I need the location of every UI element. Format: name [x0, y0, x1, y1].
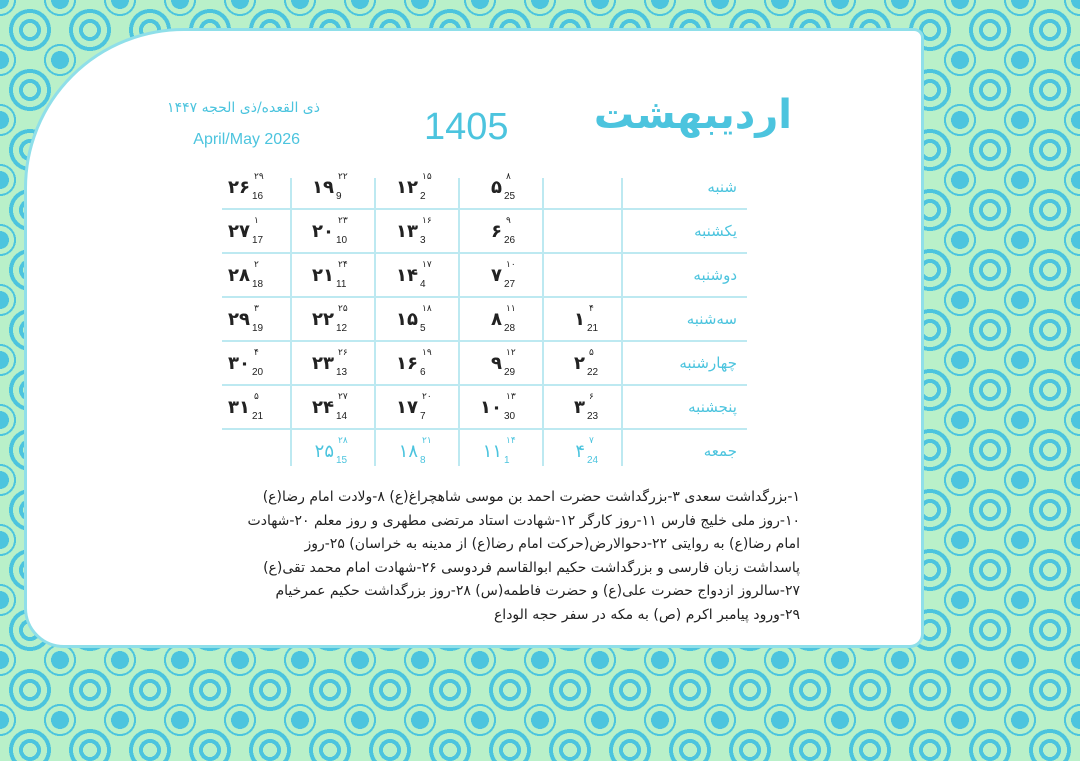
- gregorian-day-number: 27: [504, 279, 516, 290]
- persian-day-number: ۲۸: [228, 265, 250, 286]
- day-cell: [370, 172, 454, 221]
- gregorian-day-number: 21: [587, 323, 599, 334]
- day-cell: [454, 392, 538, 441]
- hijri-day-number: ۱۲: [506, 348, 516, 358]
- note-line: ۲۷-سالروز ازدواج حضرت علی(ع) و حضرت فاطمه(س) ۲۸-روز بزرگداشت حکیم عمرخیام: [275, 583, 800, 599]
- day-cell: [286, 260, 370, 309]
- day-cell: [454, 216, 538, 265]
- hijri-day-number: ۲۹: [254, 172, 264, 182]
- persian-day-number: ۱۵: [396, 309, 418, 330]
- hijri-day-number: ۸: [506, 172, 511, 182]
- hijri-day-number: ۱: [254, 216, 259, 226]
- gregorian-day-number: 8: [420, 455, 426, 466]
- note-line: ۱۰-روز ملی خلیج فارس ۱۱-روز کارگر ۱۲-شهادت استاد مرتضی مطهری و روز معلم ۲۰-شهادت: [247, 512, 800, 529]
- day-cell: [370, 348, 454, 397]
- gregorian-day-number: 16: [252, 191, 264, 202]
- persian-day-number: ۱۹: [312, 177, 334, 198]
- day-cell: [370, 304, 454, 353]
- gregorian-day-number: 25: [504, 191, 516, 202]
- persian-day-number: ۱۳: [396, 221, 418, 242]
- gregorian-day-number: 3: [420, 235, 426, 246]
- persian-day-number: ۳: [574, 397, 585, 418]
- persian-day-number: ۸: [491, 309, 502, 330]
- month-title: اردیبهشت: [593, 92, 792, 138]
- weekday-label: چهارشنبه: [679, 354, 737, 372]
- hijri-day-number: ۲۰: [422, 392, 432, 402]
- day-cell: [286, 436, 370, 485]
- day-cell: [286, 348, 370, 397]
- gregorian-day-number: 30: [504, 411, 516, 422]
- day-cell: [202, 392, 286, 441]
- persian-day-number: ۲۷: [228, 221, 250, 242]
- gregorian-day-number: 6: [420, 367, 426, 378]
- weekday-label: شنبه: [707, 178, 737, 196]
- gregorian-day-number: 28: [504, 323, 516, 334]
- note-line: پاسداشت زبان فارسی و بزرگداشت حکیم ابوالقاسم فردوسی ۲۶-شهادت امام محمد تقی(ع): [263, 559, 800, 576]
- day-cell: [202, 172, 286, 221]
- persian-day-number: ۱۸: [398, 441, 418, 462]
- gregorian-day-number: 10: [336, 235, 348, 246]
- note-line: ۲۹-ورود پیامبر اکرم (ص) به مکه در سفر حجه الوداع: [493, 606, 800, 623]
- hijri-day-number: ۱۵: [422, 172, 432, 182]
- day-cell: [202, 216, 286, 265]
- weekday-label: پنجشنبه: [688, 398, 737, 416]
- day-cell: [454, 348, 538, 397]
- gregorian-day-number: 17: [252, 235, 264, 246]
- weekday-label: یکشنبه: [694, 222, 737, 240]
- gregorian-day-number: 9: [336, 191, 342, 202]
- persian-day-number: ۱۶: [396, 353, 418, 374]
- weekday-label: دوشنبه: [693, 266, 737, 284]
- gregorian-day-number: 2: [420, 191, 426, 202]
- gregorian-day-number: 5: [420, 323, 426, 334]
- persian-day-number: ۴: [575, 441, 585, 462]
- gregorian-day-number: 22: [587, 367, 599, 378]
- persian-day-number: ۵: [491, 177, 502, 198]
- hijri-day-number: ۱۶: [422, 216, 432, 226]
- hijri-day-number: ۱۹: [422, 348, 432, 358]
- hijri-day-number: ۴: [589, 304, 594, 314]
- hijri-day-number: ۲۸: [338, 436, 348, 446]
- hijri-day-number: ۵: [254, 392, 259, 402]
- gregorian-day-number: 23: [587, 411, 599, 422]
- gregorian-day-number: 21: [252, 411, 264, 422]
- day-cell: [537, 348, 621, 397]
- day-cell: [202, 348, 286, 397]
- day-cell: [370, 436, 454, 485]
- day-cell: [537, 436, 621, 485]
- persian-day-number: ۲۳: [312, 353, 334, 374]
- gregorian-day-number: 1: [504, 455, 510, 466]
- hijri-month-title: ذی القعده/ذی الحجه ۱۴۴۷: [167, 100, 320, 116]
- day-cell: [454, 260, 538, 309]
- day-cell: [454, 304, 538, 353]
- day-cell: [286, 172, 370, 221]
- note-line: ۱-بزرگداشت سعدی ۳-بزرگداشت حضرت احمد بن موسی شاهچراغ(ع) ۸-ولادت امام رضا(ع): [262, 489, 800, 505]
- persian-day-number: ۲۹: [228, 309, 250, 330]
- note-line: امام رضا(ع) به روایتی ۲۲-دحوالارض(حرکت امام رضا(ع) از مدینه به خراسان) ۲۵-روز: [304, 536, 800, 552]
- persian-day-number: ۹: [491, 353, 502, 374]
- gregorian-day-number: 13: [336, 367, 348, 378]
- day-cell: [286, 216, 370, 265]
- day-cell: [370, 216, 454, 265]
- holiday-notes: [120, 486, 800, 627]
- gregorian-day-number: 11: [336, 279, 347, 290]
- weekday-label: سه‌شنبه: [686, 310, 737, 328]
- hijri-day-number: ۲۷: [338, 392, 348, 402]
- persian-day-number: ۶: [491, 221, 502, 242]
- gregorian-day-number: 18: [252, 279, 264, 290]
- hijri-day-number: ۲۲: [338, 172, 348, 182]
- weekday-label: جمعه: [703, 442, 737, 460]
- persian-day-number: ۳۱: [228, 397, 250, 418]
- gregorian-day-number: 15: [336, 455, 348, 466]
- column-divider: [621, 178, 623, 466]
- persian-day-number: ۱۲: [396, 177, 418, 198]
- persian-day-number: ۱۴: [396, 265, 418, 286]
- hijri-day-number: ۱۳: [506, 392, 516, 402]
- hijri-day-number: ۱۷: [422, 260, 432, 270]
- persian-day-number: ۲۴: [312, 397, 334, 418]
- persian-day-number: ۱: [574, 309, 585, 330]
- hijri-day-number: ۱۸: [422, 304, 432, 314]
- day-cell: [454, 172, 538, 221]
- gregorian-day-number: 29: [504, 367, 516, 378]
- persian-day-number: ۱۷: [396, 397, 418, 418]
- hijri-day-number: ۴: [254, 348, 259, 358]
- persian-day-number: ۷: [491, 265, 502, 286]
- year-title: 1405: [424, 106, 509, 148]
- gregorian-day-number: 20: [252, 367, 264, 378]
- hijri-day-number: ۲۴: [338, 260, 348, 270]
- gregorian-month-title: April/May 2026: [193, 131, 300, 148]
- gregorian-day-number: 26: [504, 235, 516, 246]
- day-cell: [537, 304, 621, 353]
- hijri-day-number: ۲۱: [422, 436, 432, 446]
- day-cell: [286, 392, 370, 441]
- persian-day-number: ۱۱: [482, 441, 502, 462]
- hijri-day-number: ۱۴: [506, 436, 516, 446]
- hijri-day-number: ۵: [589, 348, 594, 358]
- persian-day-number: ۲۱: [312, 265, 334, 286]
- hijri-day-number: ۶: [589, 392, 594, 402]
- day-cell: [202, 260, 286, 309]
- persian-day-number: ۲۵: [314, 441, 334, 462]
- gregorian-day-number: 4: [420, 279, 426, 290]
- persian-day-number: ۲۶: [228, 177, 250, 198]
- persian-day-number: ۲: [574, 353, 585, 374]
- gregorian-day-number: 24: [587, 455, 599, 466]
- day-cell: [454, 436, 538, 485]
- gregorian-day-number: 19: [252, 323, 264, 334]
- hijri-day-number: ۹: [506, 216, 511, 226]
- hijri-day-number: ۱۰: [506, 260, 516, 270]
- hijri-day-number: ۲۶: [338, 348, 348, 358]
- persian-day-number: ۲۲: [312, 309, 334, 330]
- gregorian-day-number: 12: [336, 323, 348, 334]
- hijri-day-number: ۲: [254, 260, 259, 270]
- hijri-day-number: ۳: [254, 304, 259, 314]
- persian-day-number: ۲۰: [312, 221, 334, 242]
- day-cell: [370, 260, 454, 309]
- persian-day-number: ۳۰: [228, 353, 250, 374]
- day-cell: [202, 304, 286, 353]
- day-cell: [286, 304, 370, 353]
- day-cell: [370, 392, 454, 441]
- hijri-day-number: ۲۳: [338, 216, 348, 226]
- hijri-day-number: ۱۱: [506, 304, 516, 314]
- day-cell: [537, 392, 621, 441]
- gregorian-day-number: 14: [336, 411, 348, 422]
- gregorian-day-number: 7: [420, 411, 426, 422]
- hijri-day-number: ۷: [589, 436, 594, 446]
- persian-day-number: ۱۰: [480, 397, 502, 418]
- hijri-day-number: ۲۵: [338, 304, 348, 314]
